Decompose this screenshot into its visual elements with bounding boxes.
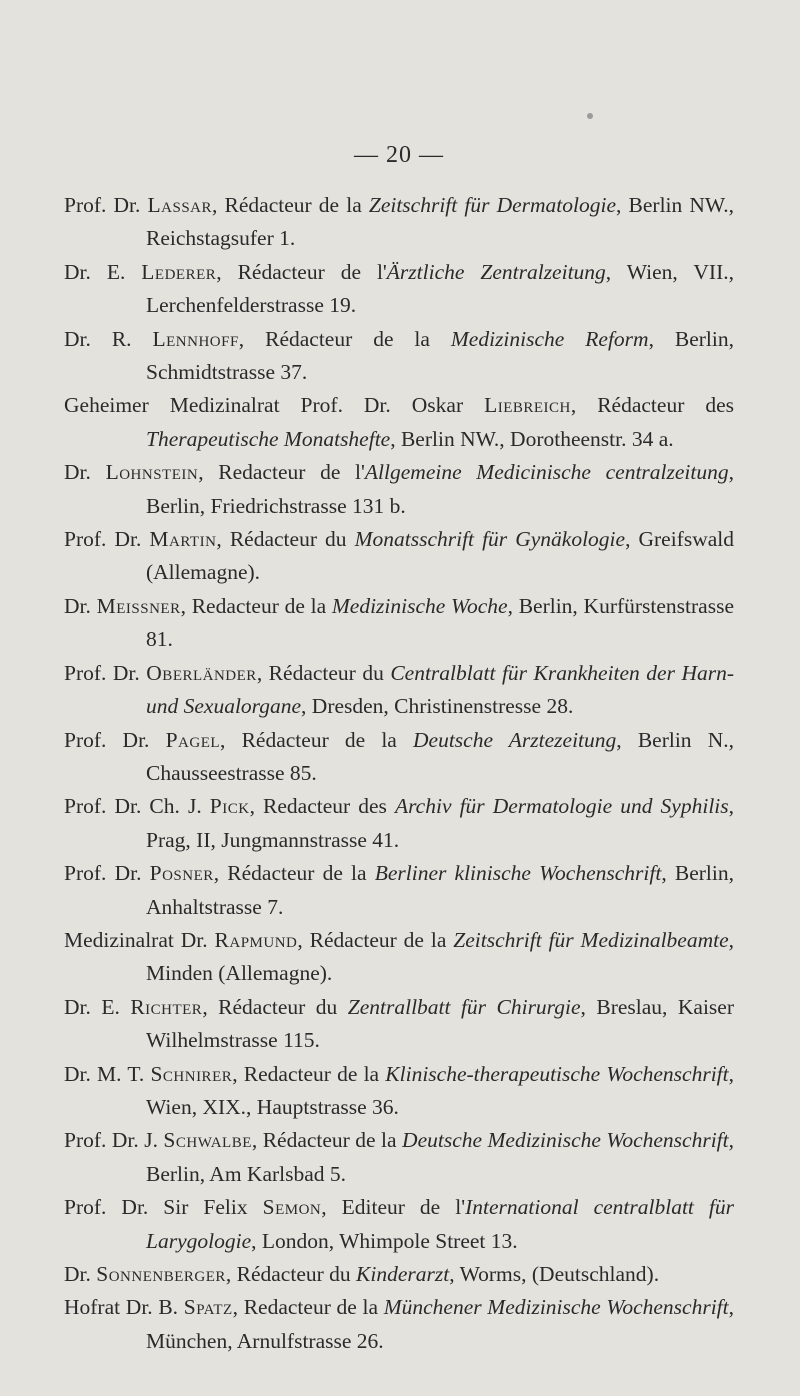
entry-pre: Prof. Dr. Sir Felix xyxy=(64,1195,263,1220)
entry-post: , Breslau, Kaiser Wilhelmstrasse 115. xyxy=(146,994,734,1053)
entry-journal: Allgemeine Medicinische centralzeitung xyxy=(364,460,729,485)
entry-post: , Wien, XIX., Hauptstrasse 36. xyxy=(146,1061,734,1119)
entry-journal: Zeitschrift für Medizinalbeamte xyxy=(453,927,729,952)
entry-name: Lohnstein xyxy=(105,460,199,485)
list-item xyxy=(64,456,734,523)
list-item xyxy=(64,857,734,924)
entry-mid: , Rédacteur de la xyxy=(213,861,375,886)
entry-mid: , Redacteur des xyxy=(249,794,395,819)
list-item xyxy=(64,1191,734,1258)
entry-journal: Medizinische Reform xyxy=(450,326,649,351)
list-item xyxy=(64,790,734,857)
entry-mid: , Rédacteur de la xyxy=(238,326,451,351)
entry-journal: Klinische-therapeutische Wochenschrift xyxy=(385,1061,729,1086)
entry-post: , Berlin, Kurfürstenstrasse 81. xyxy=(146,593,735,652)
entry-post: , Berlin, Anhaltstrasse 7. xyxy=(146,861,734,919)
entry-mid: , Rédacteur des xyxy=(570,393,734,418)
entry-pre: Dr. xyxy=(64,460,106,485)
editor-list xyxy=(64,189,734,1358)
entry-mid: , Editeur de l' xyxy=(321,1195,466,1220)
entry-journal: Berliner klinische Wochenschrift xyxy=(374,861,662,886)
entry-mid: , Rédacteur du xyxy=(225,1262,357,1286)
entry-mid: , Rédacteur de la xyxy=(212,193,369,217)
entry-mid: , Rédacteur du xyxy=(256,660,391,685)
list-item xyxy=(64,1291,734,1358)
entry-journal: Kinderarzt xyxy=(356,1262,450,1286)
entry-pre: Prof. Dr. J. xyxy=(64,1128,164,1153)
entry-journal: Therapeutische Monatshefte xyxy=(146,426,391,451)
entry-name: Spatz xyxy=(183,1295,233,1320)
entry-post: , Prag, II, Jungmannstrasse 41. xyxy=(146,794,735,852)
entry-name: Lassar xyxy=(147,193,213,217)
entry-name: Schwalbe xyxy=(163,1128,252,1153)
entry-post: , Berlin N., Chausseestrasse 85. xyxy=(146,727,734,785)
entry-journal: Ärztliche Zentralzeitung xyxy=(386,259,606,284)
entry-name: Martin xyxy=(149,527,217,552)
entry-journal: Zeitschrift für Dermatologie xyxy=(368,193,617,217)
entry-post: , Berlin NW., Reichstagsufer 1. xyxy=(146,193,734,251)
entry-pre: Prof. Dr. xyxy=(64,660,147,685)
entry-mid: , Rédacteur de la xyxy=(251,1128,403,1153)
list-item xyxy=(64,256,734,323)
entry-pre: Geheimer Medizinalrat Prof. Dr. Oskar xyxy=(64,393,485,418)
entry-name: Lederer xyxy=(141,259,217,284)
entry-name: Semon xyxy=(262,1195,322,1220)
entry-name: Posner xyxy=(149,861,214,886)
entry-pre: Medizinalrat Dr. xyxy=(64,927,215,952)
ink-speck xyxy=(587,113,593,119)
entry-journal: Zentrallbatt für Chirurgie xyxy=(347,994,581,1019)
list-item xyxy=(64,1258,734,1291)
entry-mid: , Redacteur de la xyxy=(180,593,332,618)
list-item xyxy=(64,1124,734,1191)
list-item xyxy=(64,991,734,1058)
entry-pre: Dr. xyxy=(64,593,97,618)
entry-mid: , Rédacteur de l' xyxy=(216,259,387,284)
entry-post: , Dresden, Christinenstresse 28. xyxy=(301,694,574,719)
entry-journal: Monatsschrift für Gynäkologie xyxy=(354,527,626,552)
entry-mid: , Redacteur de la xyxy=(232,1295,384,1320)
list-item xyxy=(64,389,734,456)
entry-pre: Dr. xyxy=(64,1262,97,1286)
page-number: — 20 — xyxy=(354,142,444,168)
entry-post: , Berlin, Am Karlsbad 5. xyxy=(146,1128,735,1186)
list-item xyxy=(64,189,734,256)
entry-post: , München, Arnulfstrasse 26. xyxy=(146,1295,734,1353)
entry-journal: Archiv für Dermatologie und Syphilis xyxy=(394,794,729,819)
entry-journal: Deutsche Medizinische Wochenschrift xyxy=(402,1128,729,1153)
entry-journal: Deutsche Arztezeitung xyxy=(413,727,617,752)
entry-pre: Dr. E. xyxy=(64,259,142,284)
entry-post: , London, Whimpole Street 13. xyxy=(251,1228,518,1253)
entry-journal: Centralblatt für Krankheiten der Harn-und Sexualorgane xyxy=(146,660,735,719)
entry-name: Lennhoff xyxy=(152,326,239,351)
entry-mid: , Rédacteur du xyxy=(216,527,355,552)
entry-post: , Berlin NW., Dorotheenstr. 34 a. xyxy=(390,426,674,451)
list-item xyxy=(64,590,734,657)
entry-pre: Dr. E. xyxy=(64,994,131,1019)
entry-name: Schnirer xyxy=(150,1061,233,1086)
entry-name: Pagel xyxy=(165,727,221,752)
entry-pre: Prof. Dr. Ch. J. xyxy=(64,794,210,819)
entry-post: , Berlin, Schmidtstrasse 37. xyxy=(146,326,735,385)
entry-journal: International centralblatt für Larygologie xyxy=(146,1195,734,1253)
entry-post: , Worms, (Deutschland). xyxy=(449,1262,660,1286)
entry-journal: Medizinische Woche xyxy=(331,593,508,618)
entry-post: , Wien, VII., Lerchenfelderstrasse 19. xyxy=(146,259,734,318)
entry-pre: Prof. Dr. xyxy=(64,861,150,886)
entry-pre: Prof. Dr. xyxy=(64,727,166,752)
entry-mid: , Rédacteur de la xyxy=(297,927,454,952)
entry-name: Rapmund xyxy=(214,927,298,952)
entry-name: Richter xyxy=(130,994,203,1019)
list-item xyxy=(64,657,734,724)
list-item xyxy=(64,724,734,791)
list-item xyxy=(64,323,734,390)
entry-post: , Minden (Allemagne). xyxy=(146,927,735,986)
entry-mid: , Redacteur de l' xyxy=(198,460,365,485)
entry-post: , Greifswald (Allemagne). xyxy=(146,527,735,585)
entry-journal: Münchener Medizinische Wochenschrift xyxy=(383,1295,729,1320)
entry-pre: Dr. M. T. xyxy=(64,1061,151,1086)
entry-mid: , Redacteur de la xyxy=(232,1061,386,1086)
entry-mid: , Rédacteur du xyxy=(202,994,348,1019)
list-item xyxy=(64,924,734,991)
entry-pre: Hofrat Dr. B. xyxy=(64,1295,184,1320)
entry-name: Pick xyxy=(209,794,250,819)
list-item xyxy=(64,1058,734,1125)
entry-pre: Prof. Dr. xyxy=(64,193,148,217)
entry-name: Liebreich xyxy=(484,393,571,418)
entry-post: , Berlin, Friedrichstrasse 131 b. xyxy=(146,460,734,518)
entry-name: Meissner xyxy=(96,593,181,618)
entry-pre: Dr. R. xyxy=(64,326,153,351)
entry-mid: , Rédacteur de la xyxy=(220,727,414,752)
entry-name: Oberländer xyxy=(146,660,257,685)
list-item xyxy=(64,523,734,590)
entry-name: Sonnenberger xyxy=(96,1262,226,1286)
entry-pre: Prof. Dr. xyxy=(64,527,150,552)
